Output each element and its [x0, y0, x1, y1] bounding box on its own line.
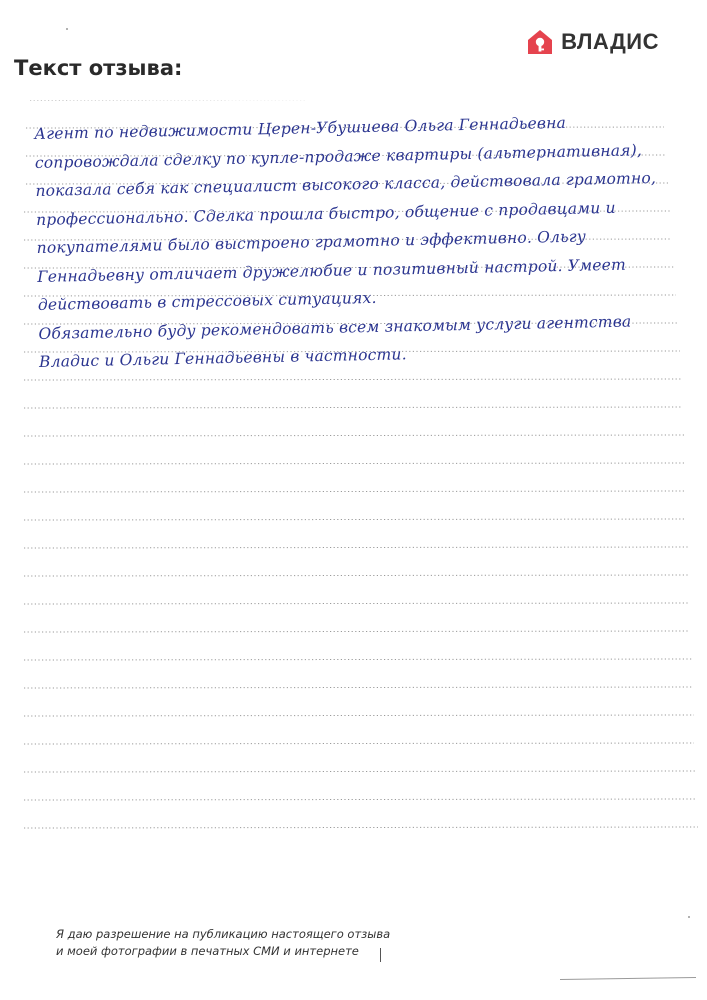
review-line: показала себя как специалист высокого класса, действовала грамотно,: [35, 168, 657, 200]
review-line: Обязательно буду рекомендовать всем знакомым услуги агентства: [38, 312, 632, 343]
handwritten-review: [34, 107, 679, 377]
pen-mark: [380, 948, 381, 962]
consent-line: Я даю разрешение на публикацию настоящего отзыва: [56, 927, 391, 941]
review-line: Владис и Ольги Геннадьевны в частности.: [38, 345, 407, 371]
brand-logo: [526, 28, 659, 56]
review-line: сопровождала сделку по купле-продаже квартиры (альтернативная),: [34, 140, 643, 172]
consent-line: и моей фотографии в печатных СМИ и интернете: [56, 944, 359, 958]
review-line: покупателями было выстроено грамотно и эффективно. Ольгу: [36, 227, 587, 257]
review-line: действовать в стрессовых ситуациях.: [37, 288, 377, 314]
brand-name: ВЛАДИС: [561, 29, 659, 54]
form-heading: Текст отзыва:: [14, 56, 183, 80]
review-line: профессионально. Сделка прошла быстро, общение с продавцами и: [35, 198, 616, 229]
house-key-icon: [526, 28, 554, 56]
review-line: Геннадьевну отличает дружелюбие и позитивный настрой. Умеет: [37, 255, 627, 286]
speck: [66, 28, 68, 30]
speck: [688, 916, 690, 918]
signature-line: [560, 977, 696, 980]
review-line: Агент по недвижимости Церен-Убушиева Ольга Геннадьевна: [34, 113, 567, 143]
publication-consent: [56, 926, 390, 960]
